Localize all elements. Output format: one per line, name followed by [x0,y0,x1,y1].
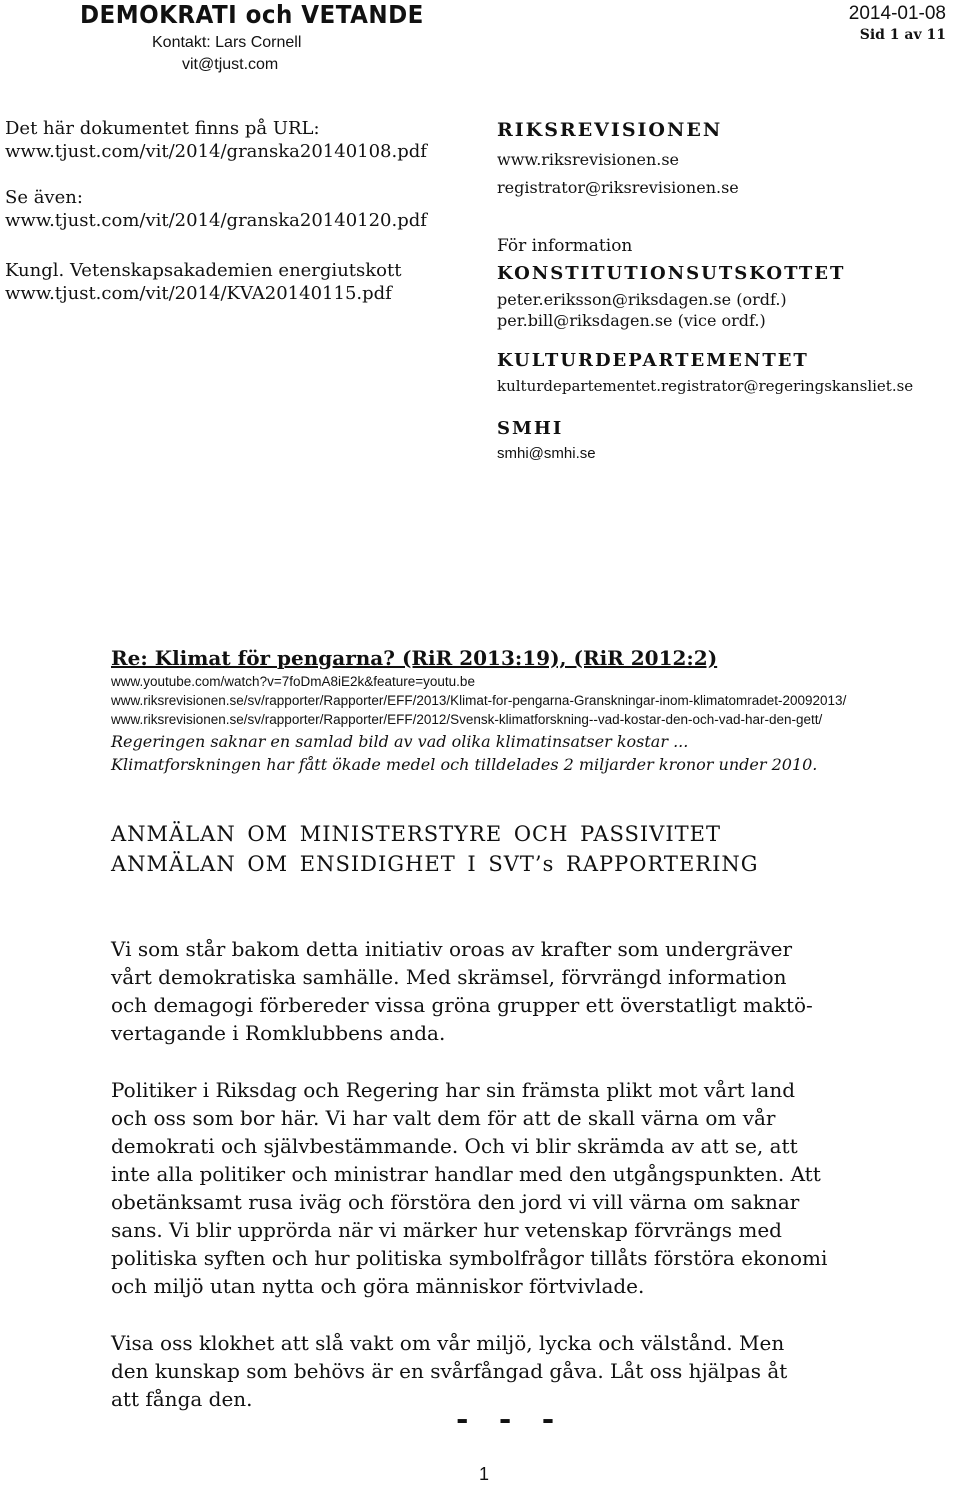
document-date: 2014-01-08 [848,3,946,24]
page-number: 1 [479,1464,490,1484]
heading-ministerstyre: ANMÄLAN OM MINISTERSTYRE OCH PASSIVITET [111,822,721,846]
kva-url-link[interactable]: www.tjust.com/vit/2014/KVA20140115.pdf [5,283,392,304]
report-2012-link[interactable]: www.riksrevisionen.se/sv/rapporter/Rapporter/EFF/2012/Svensk-klimatforskning--vad-kostar-den-och-vad-har-den-gett/ [111,712,823,727]
contact-email-link[interactable]: vit@tjust.com [182,56,279,73]
youtube-link[interactable]: www.youtube.com/watch?v=7foDmA8iE2k&feature=youtu.be [111,674,475,689]
recipient-smhi: SMHI [497,418,564,439]
smhi-email-link[interactable]: smhi@smhi.se [497,445,596,462]
paragraph-2: Politiker i Riksdag och Regering har sin främsta plikt mot vårt land och oss som bor här. Vi har valt dem för att de skall värna om vår demokrati och självbestämmande. Och vi blir skrämda av att se, att inte alla politiker och ministrar handlar med den utgångspunkten. Att obetänksamt rusa iväg och förstöra den jord vi vill värna om saknar sans. Vi blir upprörda när vi märker hur vetenskap förvrängs med politiska syften och hur politiska symbolfrågor tillåts förstöra ekonomi och miljö utan nytta och göra människor förtvivlade. [111,1078,828,1298]
riksrevisionen-web-link[interactable]: www.riksrevisionen.se [497,150,680,169]
info-label: För information [497,236,633,256]
contact-name: Kontakt: Lars Cornell [152,34,302,51]
heading-svt: ANMÄLAN OM ENSIDIGHET I SVT’s RAPPORTERING [111,852,759,876]
recipient-riksrevisionen: RIKSREVISIONEN [497,119,723,141]
site-logo: DEMOKRATI och VETANDE [80,0,424,29]
see-also-label: Se även: [5,187,83,208]
ku-chair-email-link[interactable]: peter.eriksson@riksdagen.se [497,290,732,309]
section-separator: - - - [456,1402,565,1437]
paragraph-3: Visa oss klokhet att slå vakt om vår miljö, lycka och välstånd. Men den kunskap som behövs är en svårfångad gåva. Låt oss hjälpas åt att fånga den. [111,1331,788,1411]
url-intro: Det här dokumentet finns på URL: [5,118,320,139]
document-url-link[interactable]: www.tjust.com/vit/2014/granska20140108.pdf [5,141,427,162]
ku-chair-role: (ordf.) [731,290,787,309]
ku-vice-chair-email-link[interactable]: per.bill@riksdagen.se [497,311,673,330]
quote-regeringen: Regeringen saknar en samlad bild av vad olika klimatinsatser kostar ... [111,732,689,751]
kultur-email-link[interactable]: kulturdepartementet.registrator@regeringskansliet.se [497,377,914,395]
ku-vice-chair-role: (vice ordf.) [672,311,766,330]
subject-title: Re: Klimat för pengarna? (RiR 2013:19), (RiR 2012:2) [111,646,718,670]
report-2013-link[interactable]: www.riksrevisionen.se/sv/rapporter/Rapporter/EFF/2013/Klimat-for-pengarna-Granskningar-inom-klimatomradet-20092013/ [111,693,847,708]
quote-klimatforskningen: Klimatforskningen har fått ökade medel och tilldelades 2 miljarder kronor under 2010. [111,755,818,774]
page-indicator: Sid 1 av 11 [859,27,946,43]
recipient-konstitutionsutskottet: KONSTITUTIONSUTSKOTTET [497,263,846,284]
riksrevisionen-email-link[interactable]: registrator@riksrevisionen.se [497,178,739,197]
kva-label: Kungl. Vetenskapsakademien energiutskott [5,260,402,281]
see-also-url-link[interactable]: www.tjust.com/vit/2014/granska20140120.pdf [5,210,427,231]
paragraph-1: Vi som står bakom detta initiativ oroas av krafter som undergräver vårt demokratiska samhälle. Med skrämsel, förvrängd information och demagogi förbereder vissa gröna grupper ett överstatligt maktö- vertagande i Romklubbens anda. [111,937,813,1045]
recipient-kulturdepartementet: KULTURDEPARTEMENTET [497,350,809,371]
